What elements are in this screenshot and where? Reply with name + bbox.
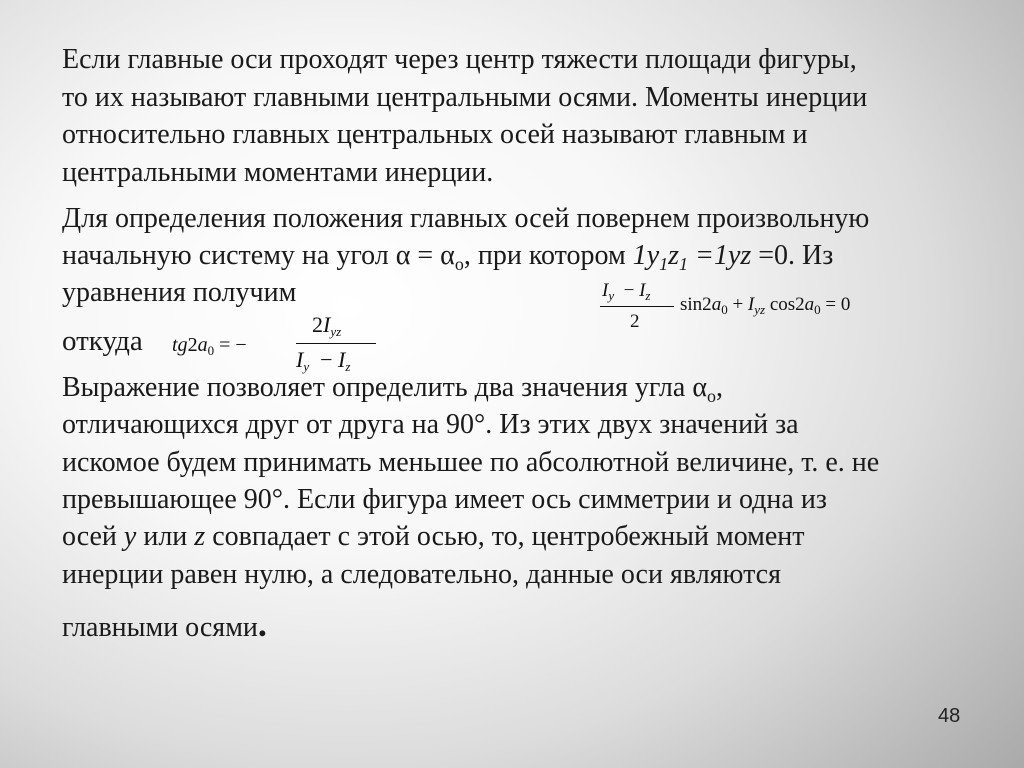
axis-y: y [123,521,137,552]
eq2-denominator: Iy − Iz [296,347,351,374]
paragraph3-line2: отличающихся друг от друга на 90°. Из этих двух значений за [62,409,799,440]
paragraph2-line2 [62,240,833,280]
eq1-denominator: 2 [630,311,640,332]
inline-formula-part3: =1yz [688,240,752,271]
eq1-rest: $\sin 2a_0 + I_{yz}$ $\cos 2a_0 = 0$ [680,294,851,317]
paragraph1-line3: относительно главных центральных осей называют главным и [62,119,808,150]
inline-formula-sub1: 1 [659,254,669,274]
alpha-subscript: о [454,254,464,274]
paragraph2-line3: уравнения получим [62,277,297,308]
inline-formula-sub2: 1 [679,254,689,274]
paragraph1-line4: центральными моментами инерции. [62,157,494,188]
p3-line5-c: совпадает с этой осью, то, центробежный момент [205,521,805,552]
inline-formula-part2: z [668,240,680,271]
alpha-subscript-2: о [706,386,716,406]
p3-line5-a: осей [62,521,124,552]
eq2-fraction-bar [296,343,376,344]
eq1-fraction-bar [600,306,674,307]
paragraph3-line4: превышающее 90°. Если фигура имеет ось симметрии и одна из [62,484,827,515]
paragraph2-line1: Для определения положения главных осей повернем произвольную [62,203,870,234]
equation-1 [600,280,930,340]
axis-z: z [194,521,206,552]
p3-line7-text: главными осями [62,612,258,643]
eq2-lhs: $tg2a_0$ = − [172,334,247,358]
p2-line2-suffix: =0. Из [751,240,834,271]
p2-line2-mid: , при котором [463,240,633,271]
paragraph3-line7 [62,604,267,644]
inline-formula-part1: 1y [632,240,660,271]
eq2-numerator: 2Iyz [312,312,342,339]
paragraph3-line1 [62,372,723,412]
paragraph1-line2: то их называют главными центральными осями. Моменты инерции [62,82,868,113]
paragraph3-line5 [62,521,805,553]
p3-line5-b: или [136,521,195,552]
p3-line1-suffix: , [715,372,723,403]
paragraph3-line6: инерции равен нулю, а следовательно, данные оси являются [62,559,781,590]
p3-line7-dot: . [257,604,267,644]
equation-2 [172,312,392,376]
page-number: 48 [938,705,961,727]
p3-line1-prefix: Выражение позволяет определить два значения угла α [62,372,707,403]
p2-line2-prefix: начальную систему на угол α = α [62,240,455,271]
eq1-numerator: $I_y - I_z$ [602,280,651,303]
otkuda-label: откуда [62,325,143,357]
paragraph1-line1: Если главные оси проходят через центр тяжести площади фигуры, [62,44,857,75]
paragraph3-line3: искомое будем принимать меньшее по абсолютной величине, т. е. не [62,447,880,478]
